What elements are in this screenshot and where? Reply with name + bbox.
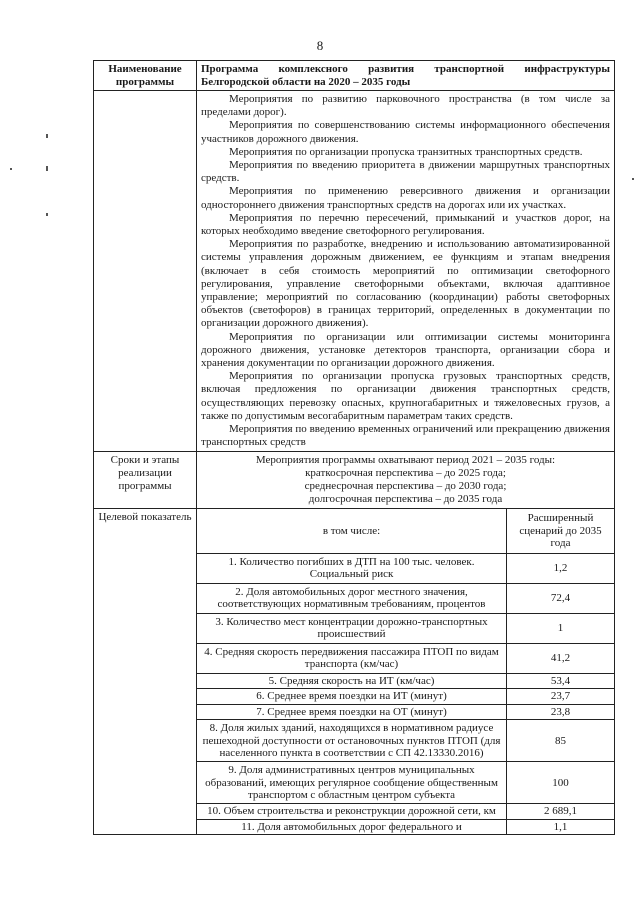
indicator-value: 100 [507,762,615,804]
measure-item: Мероприятия по перечню пересечений, примыканий и участков дорог, на которых необходимо введение светофорного регулирования. [201,211,610,238]
indicator-row [197,673,614,689]
indicator-value: 72,4 [507,583,615,613]
header-row [94,61,615,91]
indicator-row [197,704,614,720]
indicator-value: 1,2 [507,553,615,583]
target-column-header: в том числе: [197,509,507,553]
indicator-row [197,643,614,673]
measure-item: Мероприятия по совершенствованию системы информационного обеспечения участников дорожного движения. [201,119,610,145]
indicator-row [197,804,614,820]
indicator-name: 10. Объем строительства и реконструкции дорожной сети, км [197,804,507,820]
measure-item: Мероприятия по организации или оптимизации системы мониторинга дорожного движения, установке детекторов транспорта, организации сбора и хранения документации по организации дорожного движения. [201,330,610,370]
terms-medium: среднесрочная перспектива – до 2030 года; [304,480,507,493]
indicator-value: 2 689,1 [507,804,615,820]
measure-item: Мероприятия по введению приоритета в движении маршрутных транспортных средств. [201,159,610,185]
measure-item: Мероприятия по развитию парковочного пространства (в том числе за пределами дорог). [201,93,610,119]
indicator-row [197,762,614,804]
header-program-title: Программа комплексного развития транспортной инфраструктуры Белгородской области на 2020 – 2035 годы [197,61,615,91]
measure-item: Мероприятия по организации пропуска транзитных транспортных средств. [229,145,583,158]
measure-item: Мероприятия по применению реверсивного движения и организации одностороннего движения транспортных средств на дорогах или их участках. [201,185,610,211]
target-row [94,509,615,835]
scan-speck [632,178,634,180]
scan-speck [10,168,12,170]
indicator-value: 1,1 [507,819,615,834]
scan-speck [46,134,48,138]
indicator-row [197,553,614,583]
indicator-value: 53,4 [507,673,615,689]
measures-row [94,91,615,452]
header-program-name-label: Наименование программы [94,61,197,91]
indicator-name: 4. Средняя скорость передвижения пассажира ПТОП по видам транспорта (км/час) [197,643,507,673]
measure-item: Мероприятия по разработке, внедрению и использованию автоматизированной системы управления дорожным движением, ее функциям и этапам внедрения (включает в себя стоимость мероприятий по оптимизации светофорного регулирования, управление светофорными объектами, включая адаптивное управление; мероприятий по согласованию (координации) работы светофорных объектов (светофоров) в границах территорий, определенных в документации по организации дорожного движения). [201,238,610,330]
measures-cell [197,91,615,452]
scenario-column-header: Расширенный сценарий до 2035 года [507,509,615,553]
indicator-name: 8. Доля жилых зданий, находящихся в нормативном радиусе пешеходной доступности от остановочных пунктов ПТОП (для населенного пункта в соответствии с СП 42.13330.2016) [197,720,507,762]
indicator-row [197,613,614,643]
indicator-row [197,720,614,762]
indicator-row [197,689,614,705]
indicator-name: 9. Доля административных центров муниципальных образований, имеющих регулярное сообщение общественным транспортом с областным центром субъекта [197,762,507,804]
indicator-value: 23,8 [507,704,615,720]
terms-row [94,452,615,509]
indicator-name: 11. Доля автомобильных дорог федерального и [197,819,507,834]
scan-speck [46,166,48,171]
indicator-name: 5. Средняя скорость на ИТ (км/час) [197,673,507,689]
indicator-name: 6. Среднее время поездки на ИТ (минут) [197,689,507,705]
indicator-name: 1. Количество погибших в ДТП на 100 тыс. человек. Социальный риск [197,553,507,583]
indicator-name: 7. Среднее время поездки на ОТ (минут) [197,704,507,720]
measure-item: Мероприятия по организации пропуска грузовых транспортных средств, включая предложения по организации движения транспортных средств, осуществляющих перевозку опасных, крупногабаритных и тяжеловесных грузов, а также по допустимым весогабаритным параметрам таких средств. [201,370,610,422]
terms-cell [197,452,615,509]
terms-label: Сроки и этапы реализации программы [94,452,197,509]
page-number: 8 [316,38,324,53]
target-indicators-table [197,509,614,834]
target-label: Целевой показатель [94,509,197,835]
measures-label-cell [94,91,197,452]
indicator-name: 3. Количество мест концентрации дорожно-транспортных происшествий [197,613,507,643]
indicator-row [197,819,614,834]
indicator-row [197,583,614,613]
indicator-value: 41,2 [507,643,615,673]
indicator-value: 23,7 [507,689,615,705]
measure-item: Мероприятия по введению временных ограничений или прекращению движения транспортных средств [201,423,610,449]
program-passport-table [93,60,615,835]
scan-speck [46,213,48,216]
target-cell [197,509,615,835]
terms-intro: Мероприятия программы охватывают период 2021 – 2035 годы: [255,454,556,467]
target-header-row [197,509,614,553]
terms-short: краткосрочная перспектива – до 2025 года; [305,467,506,480]
indicator-value: 85 [507,720,615,762]
terms-long: долгосрочная перспектива – до 2035 года [308,493,503,506]
indicator-name: 2. Доля автомобильных дорог местного значения, соответствующих нормативным требованиям, процентов [197,583,507,613]
indicator-value: 1 [507,613,615,643]
